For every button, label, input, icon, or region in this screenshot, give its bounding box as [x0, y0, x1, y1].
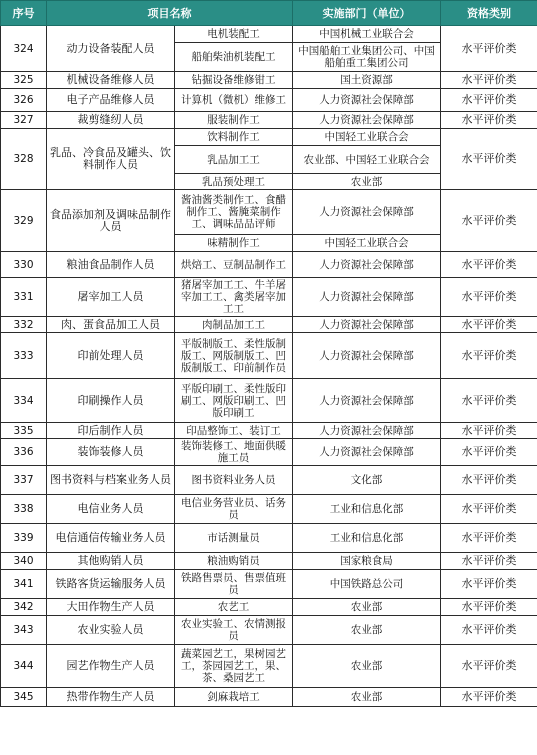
row-category: 水平评价类: [441, 439, 537, 466]
row-project: 印刷操作人员: [47, 379, 175, 423]
row-subtype: 烘焙工、豆制品制作工: [175, 252, 293, 278]
row-dept: 人力资源社会保障部: [293, 423, 441, 439]
row-dept: 中国机械工业联合会: [293, 26, 441, 43]
row-dept: 工业和信息化部: [293, 495, 441, 524]
row-project: 图书资料与档案业务人员: [47, 466, 175, 495]
row-subtype: 粮油购销员: [175, 553, 293, 570]
row-dept: 人力资源社会保障部: [293, 112, 441, 129]
table-header-row: [1, 1, 537, 26]
table-row: [1, 26, 537, 43]
row-dept: 中国轻工业联合会: [293, 235, 441, 252]
row-project: 印前处理人员: [47, 333, 175, 379]
table-row: [1, 553, 537, 570]
row-dept: 农业部: [293, 616, 441, 645]
table-row: [1, 129, 537, 146]
row-seq: 340: [1, 553, 47, 570]
row-seq: 336: [1, 439, 47, 466]
row-subtype: 装饰装修工、地面供暖施工员: [175, 439, 293, 466]
table-row: [1, 599, 537, 616]
row-dept: 人力资源社会保障部: [293, 278, 441, 317]
row-dept: 人力资源社会保障部: [293, 439, 441, 466]
row-seq: 329: [1, 190, 47, 252]
row-dept: 农业部: [293, 599, 441, 616]
row-seq: 332: [1, 317, 47, 333]
row-subtype: 乳品预处理工: [175, 174, 293, 190]
table-row: [1, 317, 537, 333]
row-subtype: 市话测量员: [175, 524, 293, 553]
row-dept: 中国船舶工业集团公司、中国船舶重工集团公司: [293, 43, 441, 72]
row-seq: 334: [1, 379, 47, 423]
row-subtype: 酱油酱类制作工、食醋制作工、酱腌菜制作工、调味品品评师: [175, 190, 293, 235]
table-row: [1, 89, 537, 112]
row-project: 机械设备维修人员: [47, 72, 175, 89]
row-project: 裁剪缝纫人员: [47, 112, 175, 129]
row-dept: 人力资源社会保障部: [293, 89, 441, 112]
row-subtype: 猪屠宰加工工、牛羊屠宰加工工、禽类屠宰加工工: [175, 278, 293, 317]
row-project: 装饰装修人员: [47, 439, 175, 466]
row-subtype: 农艺工: [175, 599, 293, 616]
row-category: 水平评价类: [441, 599, 537, 616]
row-seq: 326: [1, 89, 47, 112]
row-category: 水平评价类: [441, 317, 537, 333]
table-row: [1, 72, 537, 89]
table-row: [1, 112, 537, 129]
row-project: 动力设备装配人员: [47, 26, 175, 72]
row-category: 水平评价类: [441, 112, 537, 129]
row-category: 水平评价类: [441, 524, 537, 553]
row-subtype: 味精制作工: [175, 235, 293, 252]
row-dept: 人力资源社会保障部: [293, 379, 441, 423]
row-dept: 国家粮食局: [293, 553, 441, 570]
table-row: [1, 439, 537, 466]
row-subtype: 肉制品加工工: [175, 317, 293, 333]
row-subtype: 电机装配工: [175, 26, 293, 43]
row-dept: 人力资源社会保障部: [293, 317, 441, 333]
table-row: [1, 379, 537, 423]
row-subtype: 乳品加工工: [175, 146, 293, 174]
row-seq: 338: [1, 495, 47, 524]
row-dept: 人力资源社会保障部: [293, 333, 441, 379]
row-category: 水平评价类: [441, 466, 537, 495]
row-project: 乳品、冷食品及罐头、饮料制作人员: [47, 129, 175, 190]
table-row: [1, 524, 537, 553]
row-category: 水平评价类: [441, 26, 537, 72]
row-project: 铁路客货运输服务人员: [47, 570, 175, 599]
row-project: 印后制作人员: [47, 423, 175, 439]
row-category: 水平评价类: [441, 495, 537, 524]
row-category: 水平评价类: [441, 379, 537, 423]
table-body: [1, 26, 537, 707]
row-project: 热带作物生产人员: [47, 688, 175, 707]
row-subtype: 计算机（微机）维修工: [175, 89, 293, 112]
row-dept: 文化部: [293, 466, 441, 495]
row-dept: 农业部: [293, 174, 441, 190]
row-dept: 工业和信息化部: [293, 524, 441, 553]
row-project: 肉、蛋食品加工人员: [47, 317, 175, 333]
row-category: 水平评价类: [441, 570, 537, 599]
table-row: [1, 278, 537, 317]
table-row: [1, 495, 537, 524]
row-category: 水平评价类: [441, 553, 537, 570]
table-row: [1, 252, 537, 278]
row-project: 屠宰加工人员: [47, 278, 175, 317]
table-row: [1, 570, 537, 599]
header-seq: 序号: [1, 1, 47, 26]
row-category: 水平评价类: [441, 423, 537, 439]
table-row: [1, 423, 537, 439]
row-seq: 333: [1, 333, 47, 379]
row-subtype: 平版印刷工、柔性版印刷工、网版印刷工、凹版印刷工: [175, 379, 293, 423]
row-category: 水平评价类: [441, 688, 537, 707]
row-dept: 人力资源社会保障部: [293, 252, 441, 278]
header-dept: 实施部门（单位）: [293, 1, 441, 26]
row-seq: 324: [1, 26, 47, 72]
row-seq: 327: [1, 112, 47, 129]
row-project: 电信业务人员: [47, 495, 175, 524]
row-subtype: 电信业务营业员、话务员: [175, 495, 293, 524]
table-row: [1, 190, 537, 235]
row-subtype: 铁路售票员、售票值班员: [175, 570, 293, 599]
table-row: [1, 645, 537, 688]
header-project: 项目名称: [47, 1, 293, 26]
row-seq: 331: [1, 278, 47, 317]
row-dept: 国土资源部: [293, 72, 441, 89]
row-category: 水平评价类: [441, 72, 537, 89]
row-category: 水平评价类: [441, 190, 537, 252]
row-category: 水平评价类: [441, 333, 537, 379]
table-row: [1, 616, 537, 645]
row-seq: 342: [1, 599, 47, 616]
row-dept: 中国铁路总公司: [293, 570, 441, 599]
row-project: 粮油食品制作人员: [47, 252, 175, 278]
row-seq: 343: [1, 616, 47, 645]
row-seq: 325: [1, 72, 47, 89]
row-category: 水平评价类: [441, 89, 537, 112]
row-dept: 中国轻工业联合会: [293, 129, 441, 146]
row-category: 水平评价类: [441, 129, 537, 190]
row-subtype: 饮料制作工: [175, 129, 293, 146]
table-row: [1, 333, 537, 379]
row-subtype: 船舶柴油机装配工: [175, 43, 293, 72]
row-subtype: 蔬菜园艺工，果树园艺工，茶园园艺工，果、茶、桑园艺工: [175, 645, 293, 688]
row-project: 其他购销人员: [47, 553, 175, 570]
row-project: 农业实验人员: [47, 616, 175, 645]
row-dept: 农业部: [293, 688, 441, 707]
row-project: 园艺作物生产人员: [47, 645, 175, 688]
row-category: 水平评价类: [441, 616, 537, 645]
row-seq: 339: [1, 524, 47, 553]
row-dept: 农业部、中国轻工业联合会: [293, 146, 441, 174]
table-row: [1, 688, 537, 707]
row-seq: 328: [1, 129, 47, 190]
row-seq: 337: [1, 466, 47, 495]
row-category: 水平评价类: [441, 252, 537, 278]
row-project: 食品添加剂及调味品制作人员: [47, 190, 175, 252]
header-category: 资格类别: [441, 1, 537, 26]
row-seq: 335: [1, 423, 47, 439]
row-subtype: 印品整饰工、装订工: [175, 423, 293, 439]
row-subtype: 服装制作工: [175, 112, 293, 129]
row-subtype: 剑麻栽培工: [175, 688, 293, 707]
row-project: 电子产品维修人员: [47, 89, 175, 112]
row-subtype: 钻掘设备维修钳工: [175, 72, 293, 89]
row-seq: 344: [1, 645, 47, 688]
row-project: 大田作物生产人员: [47, 599, 175, 616]
row-project: 电信通信传输业务人员: [47, 524, 175, 553]
row-seq: 345: [1, 688, 47, 707]
row-dept: 农业部: [293, 645, 441, 688]
row-seq: 341: [1, 570, 47, 599]
row-dept: 人力资源社会保障部: [293, 190, 441, 235]
row-subtype: 农业实验工、农情测报员: [175, 616, 293, 645]
row-category: 水平评价类: [441, 645, 537, 688]
table-row: [1, 466, 537, 495]
row-subtype: 平版制版工、柔性版制版工、网版制版工、凹版制版工、印前制作员: [175, 333, 293, 379]
row-category: 水平评价类: [441, 278, 537, 317]
row-seq: 330: [1, 252, 47, 278]
row-subtype: 图书资料业务人员: [175, 466, 293, 495]
